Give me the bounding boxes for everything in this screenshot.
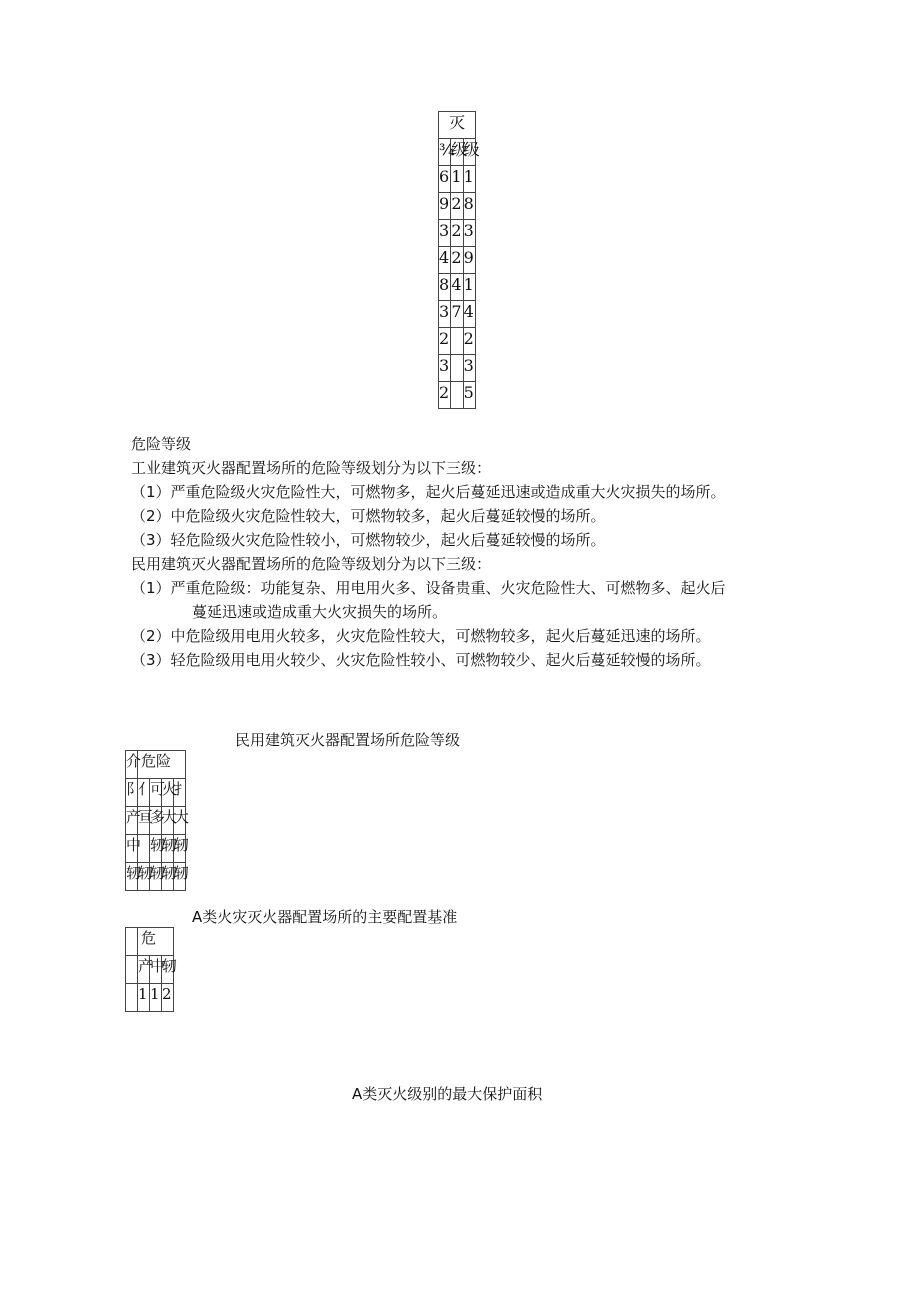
table-row [126, 779, 186, 807]
table-cell: 轫 [162, 863, 174, 891]
table-cell: 1 [451, 166, 463, 193]
table-cell: 亻 [138, 779, 150, 807]
table-cell: 轫 [126, 863, 138, 891]
table-row [126, 956, 174, 984]
table-cell: 1 [463, 166, 475, 193]
table-cell: 可 [150, 779, 162, 807]
table-3 [125, 927, 178, 1012]
civil-item-1-line-2: 蔓延迅速或造成重大火灾损失的场所。 [192, 603, 448, 621]
table-cell: 亘 [138, 807, 150, 835]
table-row [439, 355, 476, 382]
table-row [439, 382, 476, 409]
table-row [126, 835, 186, 863]
table-cell: 介 [126, 751, 138, 779]
table-cell: 2 [439, 382, 451, 409]
table-cell: 6 [439, 166, 451, 193]
table-cell: 轫 [174, 863, 186, 891]
table-row [439, 247, 476, 274]
table-cell: 产 [138, 956, 150, 984]
table-cell: 9 [439, 193, 451, 220]
table-cell: 1 [463, 274, 475, 301]
table-cell: 4 [439, 247, 451, 274]
table-row [126, 751, 186, 779]
table-cell: 3 [463, 220, 475, 247]
table-cell [126, 984, 138, 1012]
table-row [439, 328, 476, 355]
table-cell: 2 [451, 220, 463, 247]
table-1 [438, 111, 480, 409]
table-row [439, 220, 476, 247]
table-cell: 8 [463, 193, 475, 220]
industrial-item-1: （1）严重危险级火灾危险性大，可燃物多，起火后蔓延迅速或造成重大火灾损失的场所。 [131, 483, 726, 501]
table-cell: 4 [463, 301, 475, 328]
table-cell [451, 382, 463, 409]
table-cell: 2 [451, 247, 463, 274]
table-3-caption: A类火灾灭火器配置场所的主要配置基准 [192, 908, 458, 926]
table-cell: 阝 [126, 779, 138, 807]
table-cell: 3 [439, 220, 451, 247]
table-row [439, 301, 476, 328]
table-header-cell: 危 [138, 928, 174, 956]
table-header-cell: 灭 [439, 112, 476, 139]
table-cell: 7 [451, 301, 463, 328]
table-cell: 级 [451, 139, 463, 166]
table-cell: 级 [463, 139, 475, 166]
civil-item-1-line-1: （1）严重危险级：功能复杂、用电用火多、设备贵重、火灾危险性大、可燃物多、起火后 [131, 579, 726, 597]
table-cell: 轫 [138, 863, 150, 891]
table-2 [125, 750, 190, 891]
table-cell: 5 [463, 382, 475, 409]
table-cell: 8 [439, 274, 451, 301]
table-cell [451, 328, 463, 355]
table-cell: 产 [126, 807, 138, 835]
table-cell: 3 [439, 301, 451, 328]
table-2-caption: 民用建筑灭火器配置场所危险等级 [235, 731, 461, 749]
table-cell: 2 [162, 984, 174, 1012]
table-cell: 中 [150, 956, 162, 984]
section-heading: 危险等级 [131, 435, 192, 453]
table-row [439, 193, 476, 220]
civil-intro: 民用建筑灭火器配置场所的危险等级划分为以下三级： [131, 555, 492, 573]
table-row [439, 112, 476, 139]
caption-4: A类灭火级别的最大保护面积 [352, 1085, 543, 1103]
table-cell: 1 [150, 984, 162, 1012]
table-cell [126, 956, 138, 984]
table-cell: 中 [126, 835, 138, 863]
civil-item-2: （2）中危险级用电用火较多，火灾危险性较大，可燃物较多，起火后蔓延迅速的场所。 [131, 627, 711, 645]
table-cell: 轫 [174, 835, 186, 863]
industrial-item-3: （3）轻危险级火灾危险性较小，可燃物较少，起火后蔓延较慢的场所。 [131, 531, 606, 549]
table-header-cell: 危险 [138, 751, 186, 779]
table-cell: 2 [451, 193, 463, 220]
table-cell [126, 928, 138, 956]
table-cell: 2 [463, 328, 475, 355]
table-cell: 大 [162, 807, 174, 835]
table-cell: 多 [150, 807, 162, 835]
table-row [439, 139, 476, 166]
table-cell [451, 355, 463, 382]
table-cell: 1 [138, 984, 150, 1012]
table-cell: 轫 [150, 835, 162, 863]
table-cell: ¾ [439, 139, 451, 166]
industrial-item-2: （2）中危险级火灾危险性较大，可燃物较多，起火后蔓延较慢的场所。 [131, 507, 606, 525]
table-cell: 3 [463, 355, 475, 382]
table-row [126, 928, 174, 956]
table-cell: 轫 [162, 956, 174, 984]
civil-item-3: （3）轻危险级用电用火较少、火灾危险性较小、可燃物较少、起火后蔓延较慢的场所。 [131, 651, 711, 669]
table-cell: 9 [463, 247, 475, 274]
table-row [439, 166, 476, 193]
table-cell: 大 [174, 807, 186, 835]
table-row [126, 984, 174, 1012]
table-row [439, 274, 476, 301]
table-cell: 4 [451, 274, 463, 301]
table-row [126, 807, 186, 835]
table-cell: 轫 [150, 863, 162, 891]
table-cell: 扌 [174, 779, 186, 807]
table-cell: 火 [162, 779, 174, 807]
table-cell: 轫 [162, 835, 174, 863]
table-row [126, 863, 186, 891]
table-cell: 2 [439, 328, 451, 355]
industrial-intro: 工业建筑灭火器配置场所的危险等级划分为以下三级： [131, 459, 492, 477]
table-cell: 3 [439, 355, 451, 382]
